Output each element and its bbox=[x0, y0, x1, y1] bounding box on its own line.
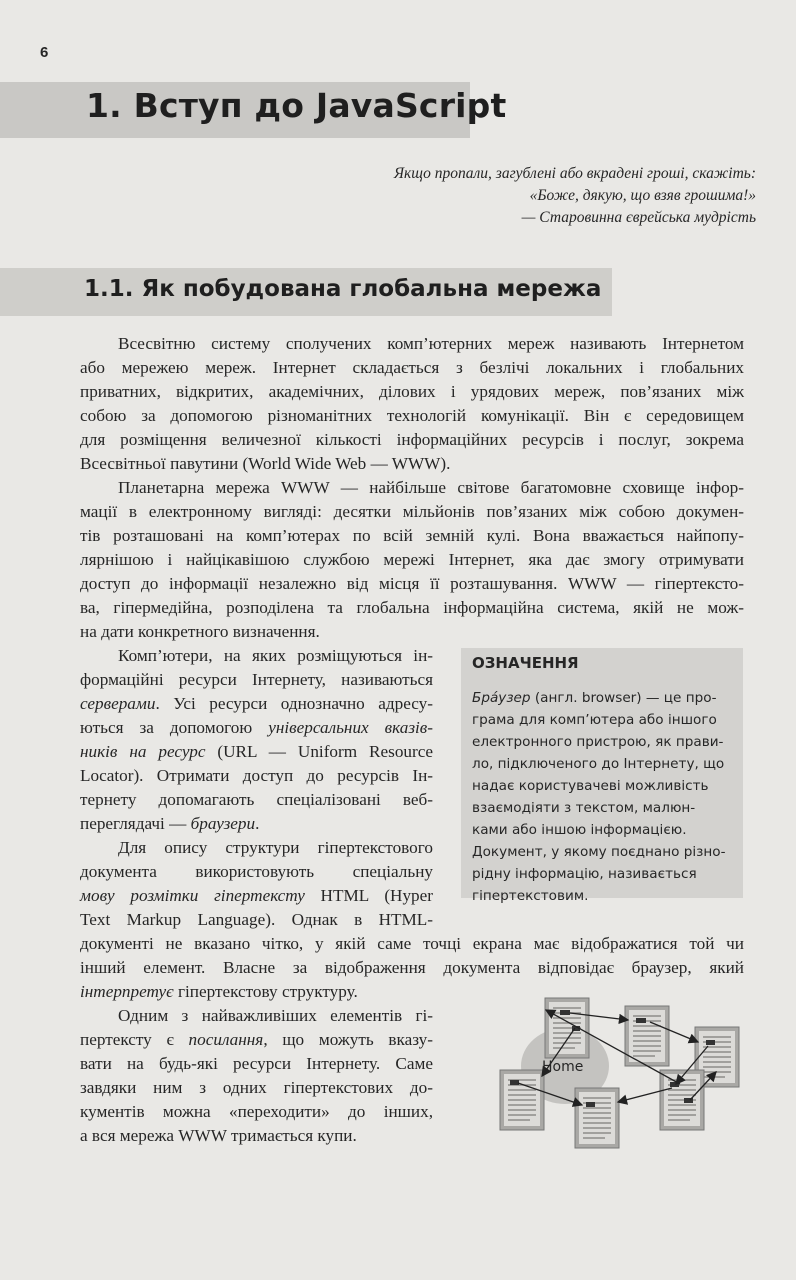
epigraph-attribution: — Старовинна єврейська мудрість bbox=[521, 209, 756, 226]
term: браузери bbox=[190, 814, 256, 833]
text-line: Комп’ютери, на яких розміщуються ін- bbox=[118, 646, 433, 665]
text: HTML (Hyper bbox=[304, 886, 433, 905]
epigraph-line: Якщо пропали, загублені або вкрадені гроші, скажіть: bbox=[393, 165, 756, 182]
text: пертексту є bbox=[80, 1030, 189, 1049]
text-line: завдяки ним з одних гіпертекстових до- bbox=[80, 1078, 433, 1097]
text: гіпертекстову структуру. bbox=[173, 982, 358, 1001]
text-line: на дати конкретного визначення. bbox=[80, 622, 320, 641]
definition-line bbox=[472, 689, 732, 708]
text-line: інший елемент. Власне за відображення документа відповідає браузер, який bbox=[80, 958, 744, 977]
text: переглядачі — bbox=[80, 814, 191, 833]
definition-line: надає користувачеві можливість bbox=[472, 778, 709, 794]
text-line: Для опису структури гіпертекстового bbox=[118, 838, 433, 857]
epigraph-line: «Боже, дякую, що взяв грошима!» bbox=[529, 187, 756, 204]
definition-line: рідну інформацію, називається bbox=[472, 866, 697, 882]
hypertext-network-diagram bbox=[470, 980, 760, 1160]
text-line bbox=[80, 981, 358, 1003]
text-line: лярнішою і найцікавішою службою мережі Інтернет, яка дає змогу отримувати bbox=[80, 550, 744, 569]
text-line: собою за допомогою різноманітних технологій комунікації. Він є середовищем bbox=[80, 406, 744, 425]
text-line: приватних, відкритих, академічних, ділових і урядових мереж, пов’язаних між bbox=[80, 382, 744, 401]
definition-line: грама для комп’ютера або іншого bbox=[472, 712, 717, 728]
term: ників на ресурс bbox=[80, 742, 206, 761]
text-line: мації в електронному вигляді: десятки мільйонів пов’язаних між собою докумен- bbox=[80, 502, 744, 521]
text-line bbox=[80, 741, 433, 763]
term: мову розмітки гіпертексту bbox=[80, 886, 305, 905]
term: посилання bbox=[188, 1030, 264, 1049]
definition-title: ОЗНАЧЕННЯ bbox=[472, 654, 579, 672]
page-number: 6 bbox=[40, 44, 49, 61]
home-label: Home bbox=[542, 1059, 584, 1075]
text-line: Всесвітню систему сполучених комп’ютерних мереж називають Інтернетом bbox=[118, 334, 744, 353]
text-line: тів розташовані на комп’ютерах по всій земній кулі. Вона вважається найпопу- bbox=[80, 526, 744, 545]
text-line: Всесвітньої павутини (World Wide Web — WWW). bbox=[80, 454, 451, 473]
text-line: доступ до інформації незалежно від місця її розташування. WWW — гіпертексто- bbox=[80, 574, 744, 593]
text-line: Text Markup Language). Однак в HTML- bbox=[80, 910, 433, 929]
text-line bbox=[80, 813, 259, 835]
text-line: для розміщення величезної кількості інформаційних ресурсів і послуг, зокрема bbox=[80, 430, 744, 449]
text-line: кументів можна «переходити» до інших, bbox=[80, 1102, 433, 1121]
definition-line: ло, підключеного до Інтернету, що bbox=[472, 756, 725, 772]
document-icon bbox=[575, 1088, 619, 1148]
definition-line: гіпертекстовим. bbox=[472, 888, 589, 904]
text: . Усі ресурси однозначно адресу- bbox=[155, 694, 433, 713]
text-line bbox=[80, 885, 433, 907]
text-line: тернету допомагають спеціалізовані веб- bbox=[80, 790, 433, 809]
definition-line: електронного пристрою, як прави- bbox=[472, 734, 724, 750]
text-line: Locator). Отримати доступ до ресурсів Ін- bbox=[80, 766, 433, 785]
text: , що можуть вказу- bbox=[263, 1030, 433, 1049]
definition-line: Документ, у якому поєднано різно- bbox=[472, 844, 726, 860]
epigraph bbox=[316, 163, 756, 229]
document-icon bbox=[500, 1070, 544, 1130]
text: ються за допомогою bbox=[80, 718, 269, 737]
text: (URL — Uniform Resource bbox=[205, 742, 433, 761]
definition-text: (англ. browser) — це про- bbox=[530, 690, 717, 706]
text-line: ва, гіпермедійна, розподілена та глобальна інформаційна система, якій не мож- bbox=[80, 598, 744, 617]
definition-line: взаємодіяти з текстом, малюн- bbox=[472, 800, 696, 816]
document-icon bbox=[545, 998, 589, 1058]
text-line bbox=[80, 693, 433, 715]
section-title: 1.1. Як побудована глобальна мережа bbox=[84, 276, 602, 302]
definition-line: ками або іншою інформацією. bbox=[472, 822, 687, 838]
term: серверами bbox=[80, 694, 156, 713]
definition-term: Бра́узер bbox=[472, 690, 531, 706]
text-line: а вся мережа WWW тримається купи. bbox=[80, 1126, 357, 1145]
term: універсальних вказів- bbox=[268, 718, 433, 737]
text-line: документі не вказано чітко, у якій саме точці екрана має відображатися той чи bbox=[80, 934, 744, 953]
text-line: вати на будь-які ресурси Інтернету. Саме bbox=[80, 1054, 433, 1073]
text-line: документа використовують спеціальну bbox=[80, 862, 433, 881]
document-icon bbox=[660, 1070, 704, 1130]
text-line: формаційні ресурси Інтернету, називаються bbox=[80, 670, 433, 689]
term: інтерпретує bbox=[80, 982, 174, 1001]
text-line: Одним з найважливіших елементів гі- bbox=[118, 1006, 433, 1025]
text: . bbox=[255, 814, 260, 833]
chapter-title: 1. Вступ до JavaScript bbox=[86, 86, 507, 125]
text-line bbox=[80, 717, 433, 739]
text-line bbox=[80, 1029, 433, 1051]
text-line: або мережею мереж. Інтернет складається з безлічі локальних і глобальних bbox=[80, 358, 744, 377]
text-line: Планетарна мережа WWW — найбільше світове багатомовне сховище інфор- bbox=[118, 478, 744, 497]
